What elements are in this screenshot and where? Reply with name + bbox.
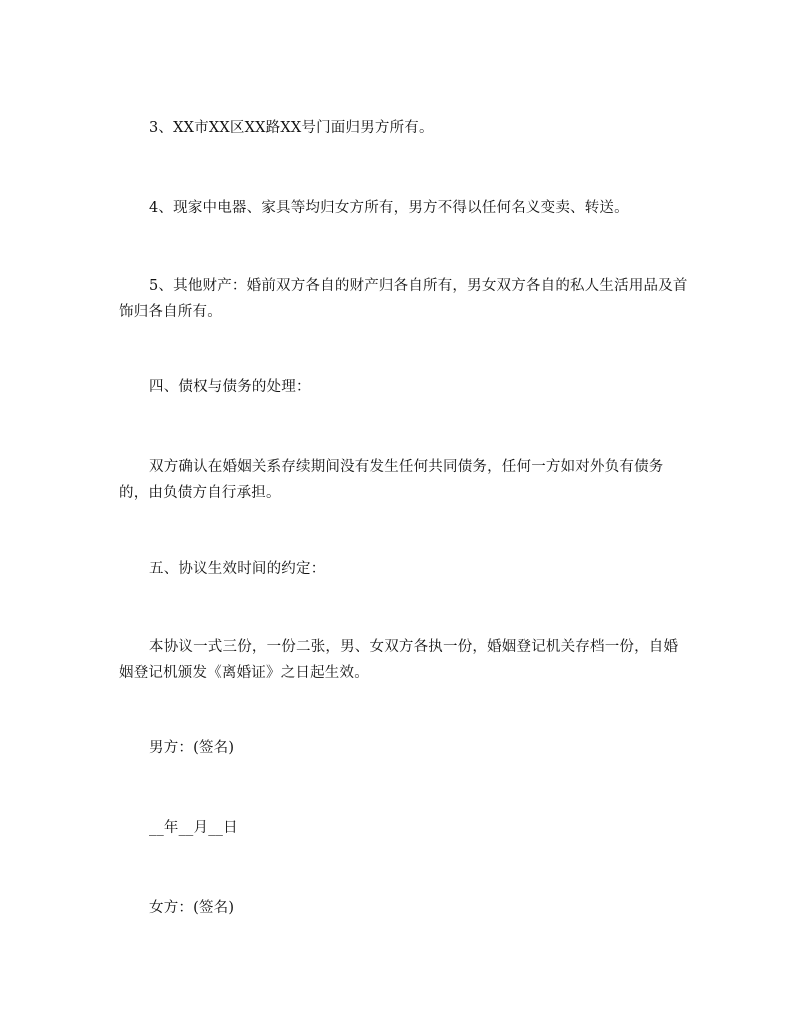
clause-5-other-property: 5、其他财产：婚前双方各自的财产归各自所有，男女双方各自的私人生活用品及首饰归各自所有。 [119,278,688,320]
male-signature-line: 男方：(签名) [149,740,235,756]
clause-4-appliances: 4、现家中电器、家具等均归女方所有，男方不得以任何名义变卖、转送。 [149,200,629,216]
date-line: __年__月__日 [149,820,238,836]
debt-clause: 双方确认在婚姻关系存续期间没有发生任何共同债务，任何一方如对外负有债务的，由负债方自行承担。 [119,459,664,501]
effective-clause: 本协议一式三份，一份二张，男、女双方各执一份，婚姻登记机关存档一份，自婚姻登记机颁发《离婚证》之日起生效。 [119,639,679,681]
female-signature-line: 女方：(签名) [149,900,235,916]
clause-3-shopfront: 3、XX市XX区XX路XX号门面归男方所有。 [149,120,434,136]
section-5-heading: 五、协议生效时间的约定： [149,561,326,577]
section-4-heading: 四、债权与债务的处理： [149,379,311,395]
